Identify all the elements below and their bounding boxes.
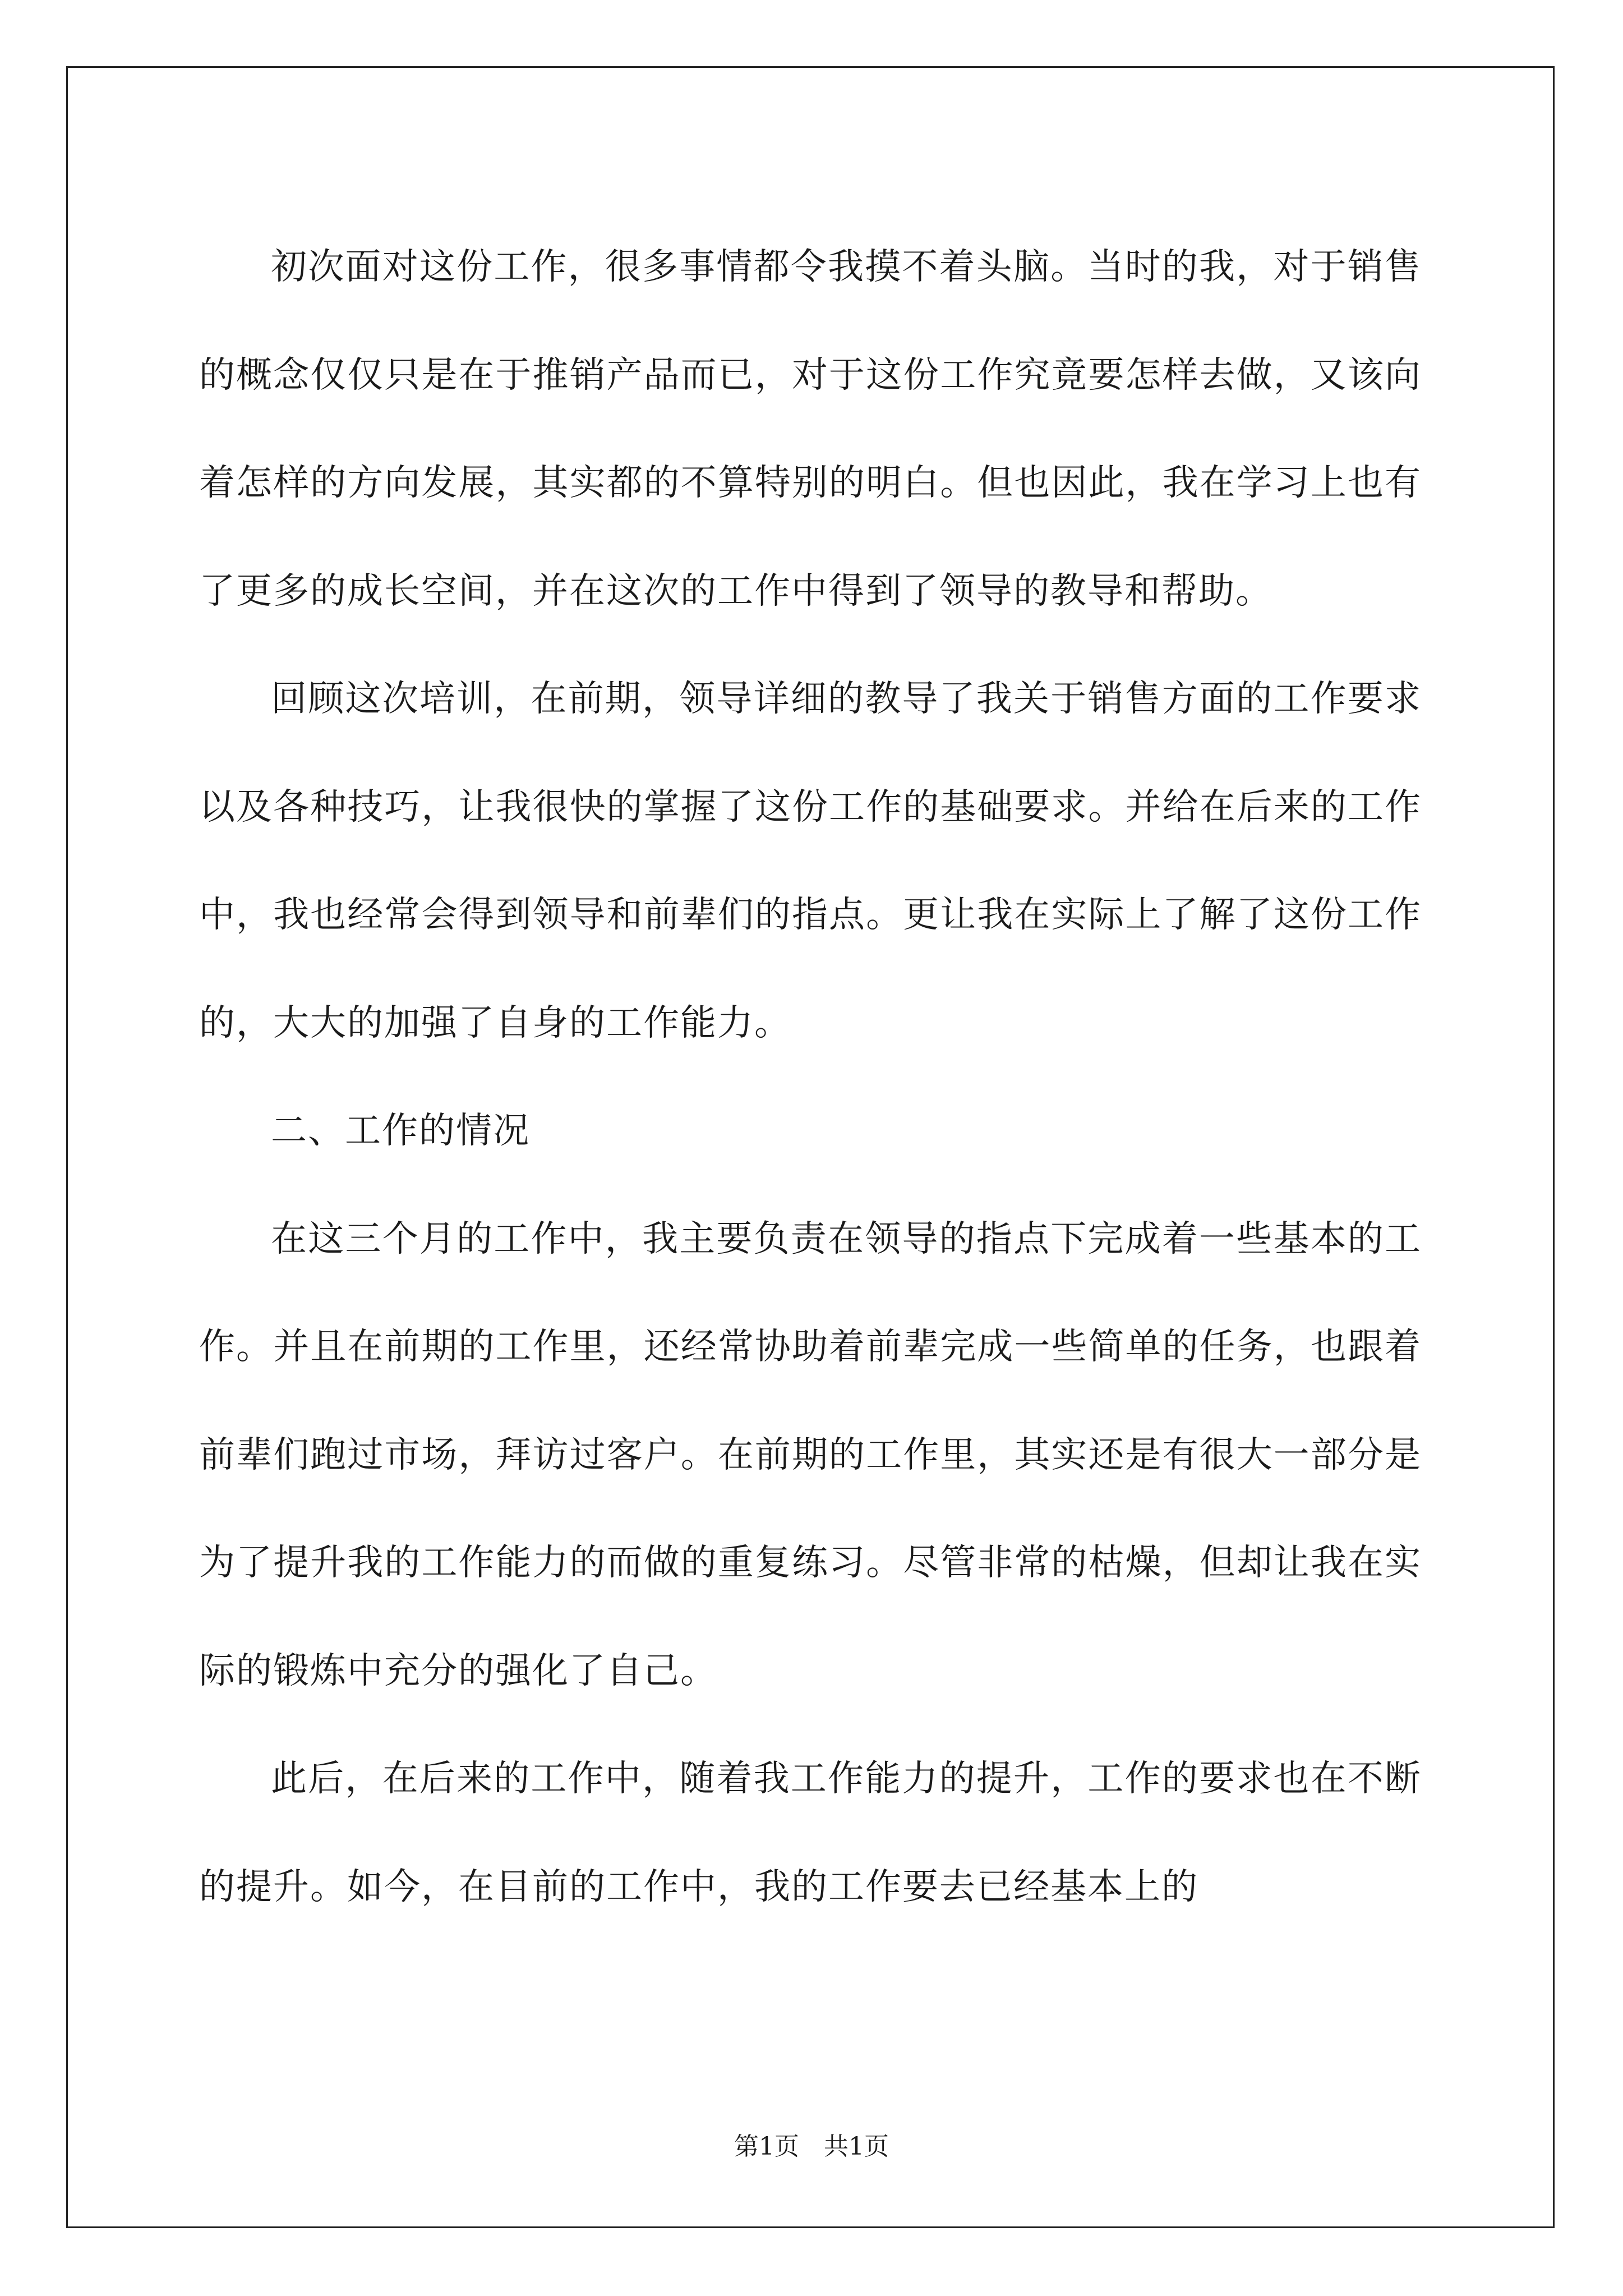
section-heading: 二、工作的情况: [271, 1110, 530, 1152]
paragraph-3: 在这三个月的工作中，我主要负责在领导的指点下完成着一些基本的工作。并且在前期的工作里，还经常协助着前辈完成一些简单的任务，也跟着前辈们跑过市场，拜访过客户。在前期的工作里，其实还是有很大一部分是为了提升我的工作能力的而做的重复练习。尽管非常的枯燥，但却让我在实际的锻炼中充分的强化了自己。: [199, 1218, 1422, 1692]
paragraph-2: 回顾这次培训，在前期，领导详细的教导了我关于销售方面的工作要求以及各种技巧，让我很快的掌握了这份工作的基础要求。并给在后来的工作中，我也经常会得到领导和前辈们的指点。更让我在实际上了解了这份工作的，大大的加强了自身的工作能力。: [199, 678, 1422, 1044]
page-footer: [0, 2126, 1623, 2162]
paragraph-4: 此后，在后来的工作中，随着我工作能力的提升，工作的要求也在不断的提升。如今，在目前的工作中，我的工作要去已经基本上的: [199, 1758, 1422, 1908]
document-body: [199, 213, 1422, 1941]
paragraph-1: 初次面对这份工作，很多事情都令我摸不着头脑。当时的我，对于销售的概念仅仅只是在于推销产品而已，对于这份工作究竟要怎样去做，又该向着怎样的方向发展，其实都的不算特别的明白。但也因此，我在学习上也有了更多的成长空间，并在这次的工作中得到了领导的教导和帮助。: [199, 246, 1422, 612]
page-number: 第1页 共1页: [734, 2132, 889, 2161]
